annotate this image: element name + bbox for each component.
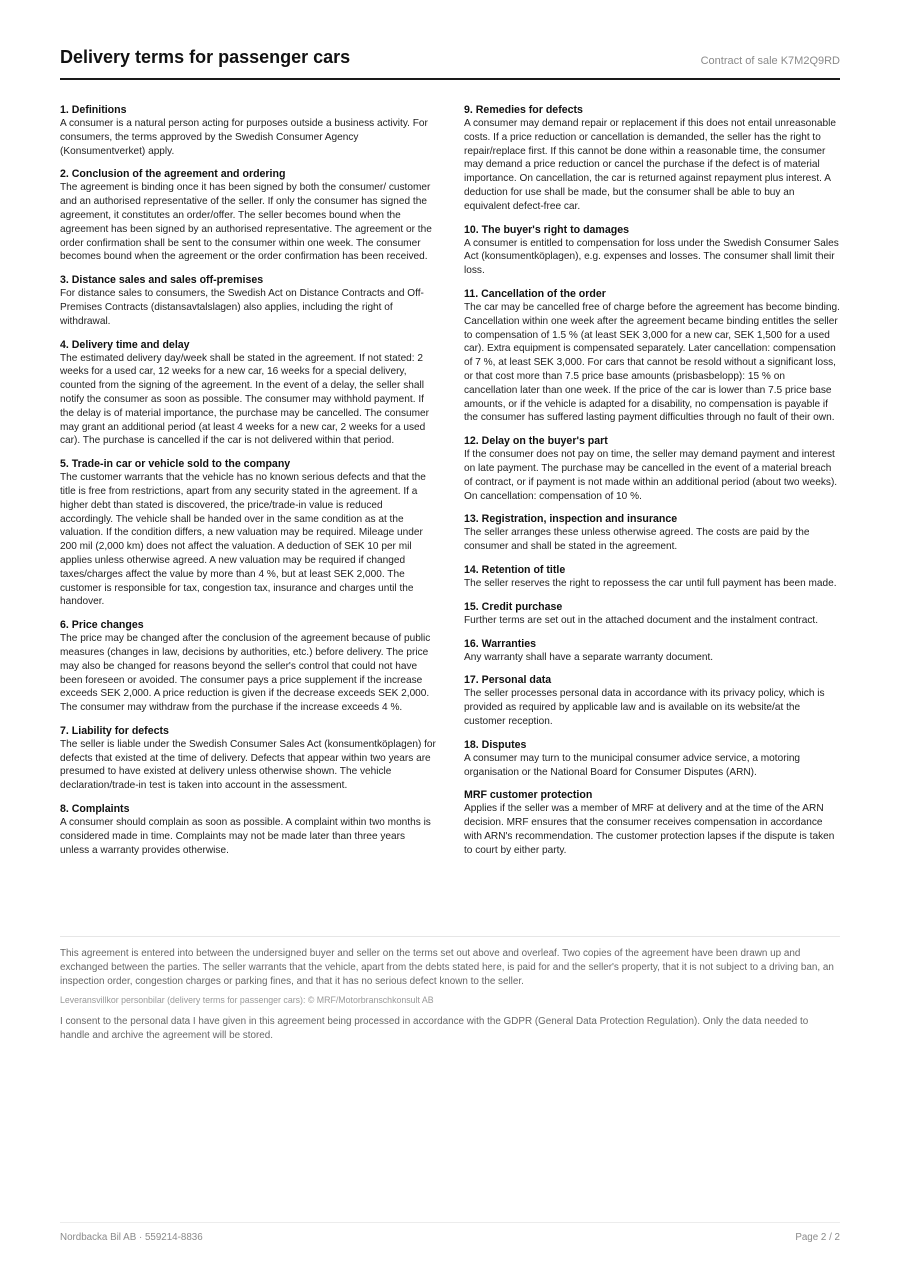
section-personal-data bbox=[464, 673, 840, 728]
section-trade-in bbox=[60, 457, 436, 609]
right-column bbox=[464, 103, 840, 866]
section-heading: 7. Liability for defects bbox=[60, 724, 169, 737]
section-heading: MRF customer protection bbox=[464, 789, 593, 802]
section-body: The estimated delivery day/week shall be stated in the agreement. If not stated: 2 weeks for a used car, 12 weeks for a new car, 16 weeks for a special delivery, counted from the signing of the agreement. In the event of a delay, the seller shall notify the consumer as soon as possible. The consumer may withhold payment. If the delay is of material importance, the purchase may be cancelled. The consumer may grant an additional period (at least 4 weeks for a new car, 2 weeks for a used car). The purchase is cancelled if the car is not delivered within that period. bbox=[60, 352, 429, 447]
page-footer bbox=[60, 1222, 840, 1253]
section-body: If the consumer does not pay on time, the seller may demand payment and interest on late payment. The purchase may be cancelled in the event of a material breach of contract, or if payment is not made within an additional period (about two weeks). On cancellation: compensation of 10 %. bbox=[464, 449, 838, 502]
section-heading: 16. Warranties bbox=[464, 637, 537, 650]
page-header bbox=[60, 44, 840, 80]
section-body: The seller processes personal data in accordance with its privacy policy, which is provided as required by applicable law and is available on its website/at the customer reception. bbox=[464, 688, 825, 727]
gdpr-consent: I consent to the personal data I have given in this agreement being processed in accordance with the GDPR (General Data Protection Regulation). Only the data needed to handle and archive the agreement will be stored. bbox=[60, 1016, 809, 1041]
source-note: Leveransvillkor personbilar (delivery terms for passenger cars): © MRF/Motorbranschkonsult AB bbox=[60, 995, 434, 1005]
section-mrf-customer-protection bbox=[464, 788, 840, 857]
section-credit-purchase bbox=[464, 600, 840, 628]
section-retention-of-title bbox=[464, 563, 840, 591]
section-heading: 4. Delivery time and delay bbox=[60, 338, 190, 351]
section-heading: 18. Disputes bbox=[464, 738, 527, 751]
section-heading: 17. Personal data bbox=[464, 674, 552, 687]
section-heading: 13. Registration, inspection and insurance bbox=[464, 513, 678, 526]
section-heading: 12. Delay on the buyer's part bbox=[464, 435, 608, 448]
section-body: The seller is liable under the Swedish Consumer Sales Act (konsumentköplagen) for defects that existed at the time of delivery. Defects that appear within two years are presumed to have existed at delivery unless otherwise shown. The vehicle declaration/trade-in test is taken into account in the assessment. bbox=[60, 738, 436, 792]
section-heading: 1. Definitions bbox=[60, 104, 127, 116]
section-body: A consumer should complain as soon as possible. A complaint within two months is considered made in time. Complaints may not be made later than three years unless a warranty provides otherwise. bbox=[60, 817, 431, 856]
section-right-to-damages bbox=[464, 223, 840, 278]
section-heading: 10. The buyer's right to damages bbox=[464, 223, 629, 236]
agreement-footer bbox=[60, 936, 840, 1043]
section-body: A consumer may demand repair or replacement if this does not entail unreasonable costs. If a price reduction or cancellation is demanded, the seller has the right to repair/replace first. If this cannot be done within a reasonable time, the consumer may demand a price reduction or cancel the purchase if the defect is of material importance. On cancellation, the car is returned against repayment plus interest. A deduction for use shall be made, but the consumer shall be able to buy an equivalent defect-free car. bbox=[464, 118, 836, 212]
section-heading: 5. Trade-in car or vehicle sold to the company bbox=[60, 458, 291, 471]
section-body: The seller arranges these unless otherwise agreed. The costs are paid by the consumer and shall be stated in the agreement. bbox=[464, 527, 810, 553]
section-conclusion-of-agreement bbox=[60, 167, 436, 264]
section-cancellation bbox=[464, 287, 840, 425]
section-body: The customer warrants that the vehicle has no known serious defects and that the title is free from restrictions, apart from any security stated in the agreement. If a higher debt than stated is discovered, the price/trade-in value is reduced accordingly. The vehicle shall be handed over in the same condition as at the valuation. If the condition differs, a new valuation may be required. Mileage under 200 mil (2,000 km) does not affect the valuation. A deduction of SEK 10 per mil applies unless otherwise agreed. A new valuation may be required if changed taxes/charges affect the value by more than 4 %, but at least SEK 2,000. The customer is responsible for tax, congestion tax, insurance and charges until the handover. bbox=[60, 472, 426, 608]
section-body: The price may be changed after the conclusion of the agreement because of public measures (changes in law, decisions by authorities, etc.) before delivery. The price may also be changed for reasons beyond the seller's control that could not have been foreseen or avoided. The consumer pays a price supplement if the increase exceeds SEK 2,000. A price reduction is given if the decrease exceeds SEK 2,000. The consumer may withdraw from the purchase if the increase exceeds 4 %. bbox=[60, 633, 431, 714]
section-body: Applies if the seller was a member of MRF at delivery and at the time of the ARN decision. MRF ensures that the consumer receives compensation in accordance with ARN's recommendation. The customer protection lapses if the dispute is taken to court by either party. bbox=[464, 803, 835, 856]
section-body: Further terms are set out in the attached document and the instalment contract. bbox=[464, 614, 819, 626]
section-registration bbox=[464, 512, 840, 554]
section-body: A consumer is entitled to compensation for loss under the Swedish Consumer Sales Act (konsumentköplagen), e.g. expenses and losses. The consumer shall limit their loss. bbox=[464, 237, 839, 277]
contract-reference: Contract of sale K7M2Q9RD bbox=[700, 55, 840, 67]
section-heading: 15. Credit purchase bbox=[464, 600, 563, 613]
section-liability-for-defects bbox=[60, 724, 436, 793]
section-price-changes bbox=[60, 618, 436, 715]
section-heading: 9. Remedies for defects bbox=[464, 104, 583, 116]
section-heading: 8. Complaints bbox=[60, 803, 130, 816]
section-body: Any warranty shall have a separate warranty document. bbox=[464, 651, 714, 663]
section-definitions bbox=[60, 103, 436, 158]
section-heading: 14. Retention of title bbox=[464, 563, 566, 576]
section-buyer-delay bbox=[464, 434, 840, 503]
page-number: Page 2 / 2 bbox=[795, 1232, 840, 1243]
document-title: Delivery terms for passenger cars bbox=[60, 47, 351, 67]
section-distance-sales bbox=[60, 273, 436, 328]
section-heading: 3. Distance sales and sales off-premises bbox=[60, 274, 264, 287]
document-page bbox=[60, 0, 840, 1274]
agreement-statement: This agreement is entered into between the undersigned buyer and seller on the terms set out above and overleaf. Two copies of the agreement have been drawn up and exchanged between the parties. The seller warrants that the vehicle, apart from the debts stated here, is paid for and the seller's property, that it is not subject to a driving ban, an inspection order, congestion charges or parking fines, and that it has no serious defect known to the seller. bbox=[60, 948, 834, 987]
section-delivery-time bbox=[60, 338, 436, 449]
section-warranties bbox=[464, 637, 840, 665]
section-body: The seller reserves the right to repossess the car until full payment has been made. bbox=[464, 577, 837, 589]
company-info: Nordbacka Bil AB · 559214-8836 bbox=[60, 1232, 203, 1243]
section-body: A consumer may turn to the municipal consumer advice service, a motoring organisation or the National Board for Consumer Disputes (ARN). bbox=[464, 752, 801, 778]
section-heading: 6. Price changes bbox=[60, 619, 144, 632]
section-body: The car may be cancelled free of charge before the agreement has become binding. Cancellation within one week after the agreement became binding entitles the seller to compensation of 1.5 % (at least SEK 3,000 for a new car, SEK 1,500 for a used car). Extra equipment is compensated separately. Later cancellation: compensation of 7 %, at least SEK 3,000. For cars that cannot be resold without a significant loss, or that cost more than 7.5 price base amounts (prisbasbelopp): 15 % on cancellation later than one week. If the price of the car is lower than 7.5 price base amounts, or if the vehicle is adapted for a disability, no compensation is payable if the consumer has suffered lasting payment difficulties through no fault of their own. bbox=[464, 301, 840, 424]
section-body: A consumer is a natural person acting for purposes outside a business activity. For consumers, the terms approved by the Swedish Consumer Agency (Konsumentverket) apply. bbox=[60, 118, 428, 157]
section-heading: 11. Cancellation of the order bbox=[464, 287, 606, 300]
section-heading: 2. Conclusion of the agreement and ordering bbox=[60, 168, 286, 181]
section-complaints bbox=[60, 802, 436, 857]
section-body: For distance sales to consumers, the Swedish Act on Distance Contracts and Off-Premises Contracts (distansavtalslagen) also applies, including the right of withdrawal. bbox=[60, 288, 424, 327]
section-body: The agreement is binding once it has been signed by both the consumer/ customer and an authorised representative of the seller. If only the consumer has signed the agreement, it constitutes an order/offer. The seller becomes bound when the agreement has been signed by an authorised representative. The agreement or the order confirmation shall be sent to the consumer within one week. The consumer becomes bound when the agreement or the order confirmation has been received. bbox=[60, 182, 432, 263]
section-disputes bbox=[464, 738, 840, 780]
left-column bbox=[60, 103, 436, 866]
section-remedies-for-defects bbox=[464, 103, 840, 214]
